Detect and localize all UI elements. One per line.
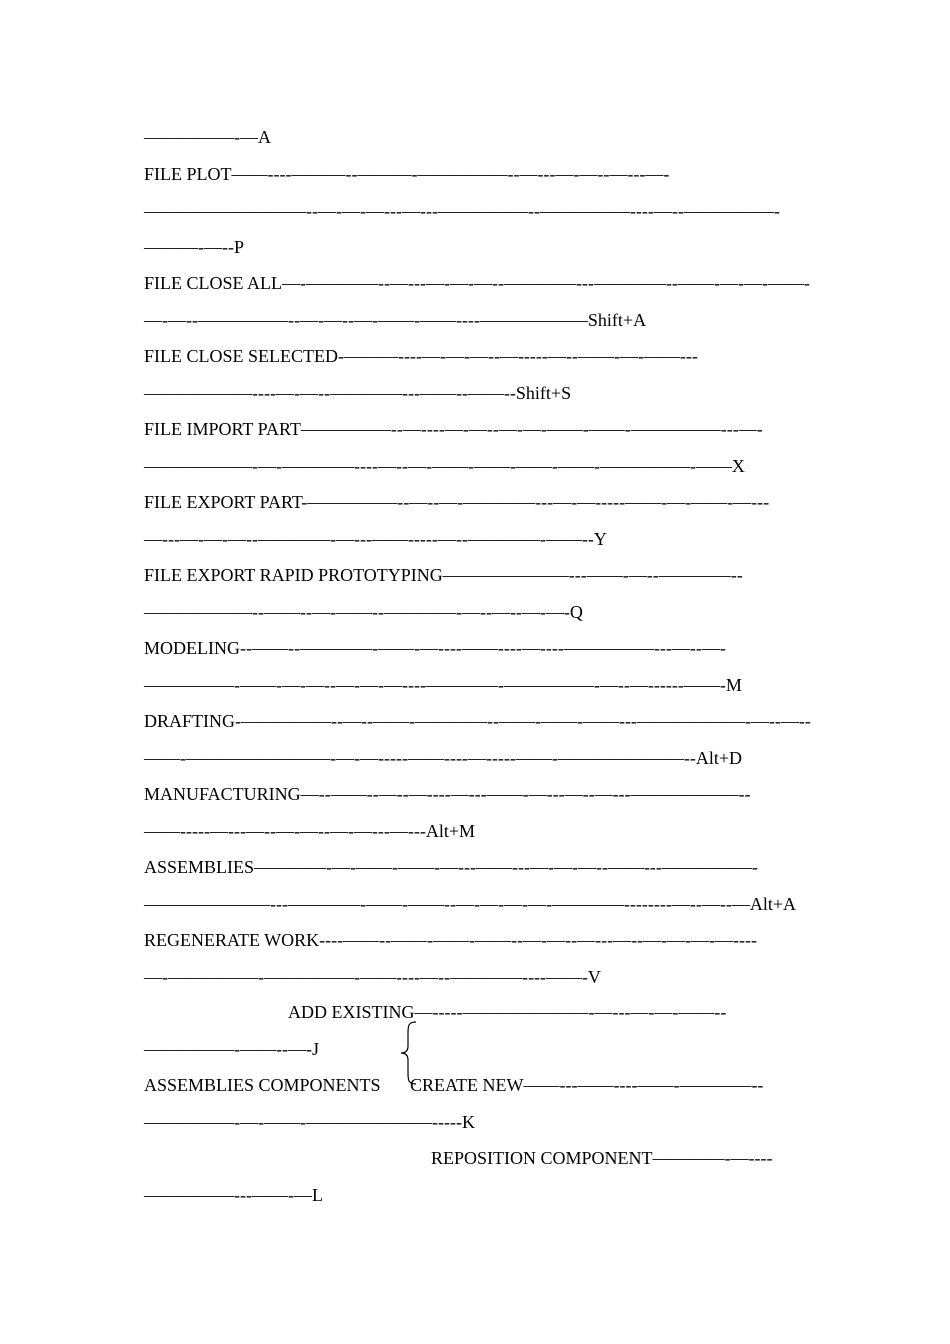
menu-line-file-import-part: FILE IMPORT PART—————--—----—-—--—-—-——-——-—————---—- — [144, 419, 763, 439]
curly-brace-icon — [398, 1020, 420, 1086]
assembly-add-existing: ADD EXISTING—-----———————-—---—-—-——-- — [288, 1002, 727, 1022]
assembly-create-new: CREATE NEW——---——----——-————-- — [410, 1075, 764, 1095]
assembly-reposition: REPOSITION COMPONENT————-—---- — [431, 1148, 773, 1168]
assembly-components-label: ASSEMBLIES COMPONENTS — [144, 1075, 381, 1095]
assembly-add-existing-cont: —————-——--—-J — [144, 1039, 319, 1059]
menu-line: ———————---————-——-——--—-—-—-—-————--------—--—--—Alt+A — [144, 894, 797, 914]
menu-line: ——-----—---—--—-—--—-—---—---Alt+M — [144, 821, 476, 841]
menu-line: —————-—A — [144, 127, 271, 147]
assembly-create-new-cont: —————-—-——-———————-----K — [144, 1112, 475, 1132]
menu-line: —-—--—————--—-—--—-——-——----——————Shift+A — [144, 310, 647, 330]
menu-line: ——————----—-—--————---——--——--Shift+S — [144, 383, 572, 403]
menu-line-assemblies: ASSEMBLIES————-—-——-——-—---——---—-—-—--——---—————- — [144, 857, 758, 877]
menu-line-file-plot: FILE PLOT——----———--———-—————--—---—-—--—---—- — [144, 164, 670, 184]
menu-line: ——-————————-—-—-----——----—-----——-———————--Alt+D — [144, 748, 743, 768]
menu-line: —---—-—-—--————-—---——-----—--————-——--Y — [144, 529, 607, 549]
menu-line: —————————--—-—-—---—---—————--—————----—--—————- — [144, 201, 780, 221]
menu-line: —-—————-—————-——----—--————----——-V — [144, 967, 601, 987]
menu-line: —————-——-—-—--—-—-—----————-—————-—--—------——-M — [144, 675, 742, 695]
menu-line: ——————--——--—-——--————-—--—--—-—-Q — [144, 602, 583, 622]
menu-line-file-close-selected: FILE CLOSE SELECTED-———----—-—-—--—-----—--——-—-——--- — [144, 346, 698, 366]
menu-line-drafting: DRAFTING-—————--—--——-————--——-——-——---——————-—--—-- — [144, 711, 811, 731]
menu-line-manufacturing: MANUFACTURING—--——--—--—----—---——-—---—--—---——————-- — [144, 784, 751, 804]
assembly-reposition-cont: —————---——-—L — [144, 1185, 323, 1205]
menu-line-modeling: MODELING--——--————-——-—----——----—----—————---—--—- — [144, 638, 726, 658]
menu-line: ———-—--P — [144, 237, 244, 257]
menu-line-file-close-all: FILE CLOSE ALL—-————--—---—-—-—--————---————--——-—-—-——- — [144, 273, 810, 293]
menu-line-regenerate-work: REGENERATE WORK----——--——-——-——--—-—--—---—--—-—-—-—---- — [144, 930, 758, 950]
menu-line-file-export-part: FILE EXPORT PART-—————--—--—-————---—-—-----——-—-——-—--- — [144, 492, 770, 512]
menu-line: ——————-—-————----—--—-——-——-——-——-—————-——X — [144, 456, 745, 476]
menu-line-file-export-rapid-prototyping: FILE EXPORT RAPID PROTOTYPING———————---——-—--————-- — [144, 565, 743, 585]
